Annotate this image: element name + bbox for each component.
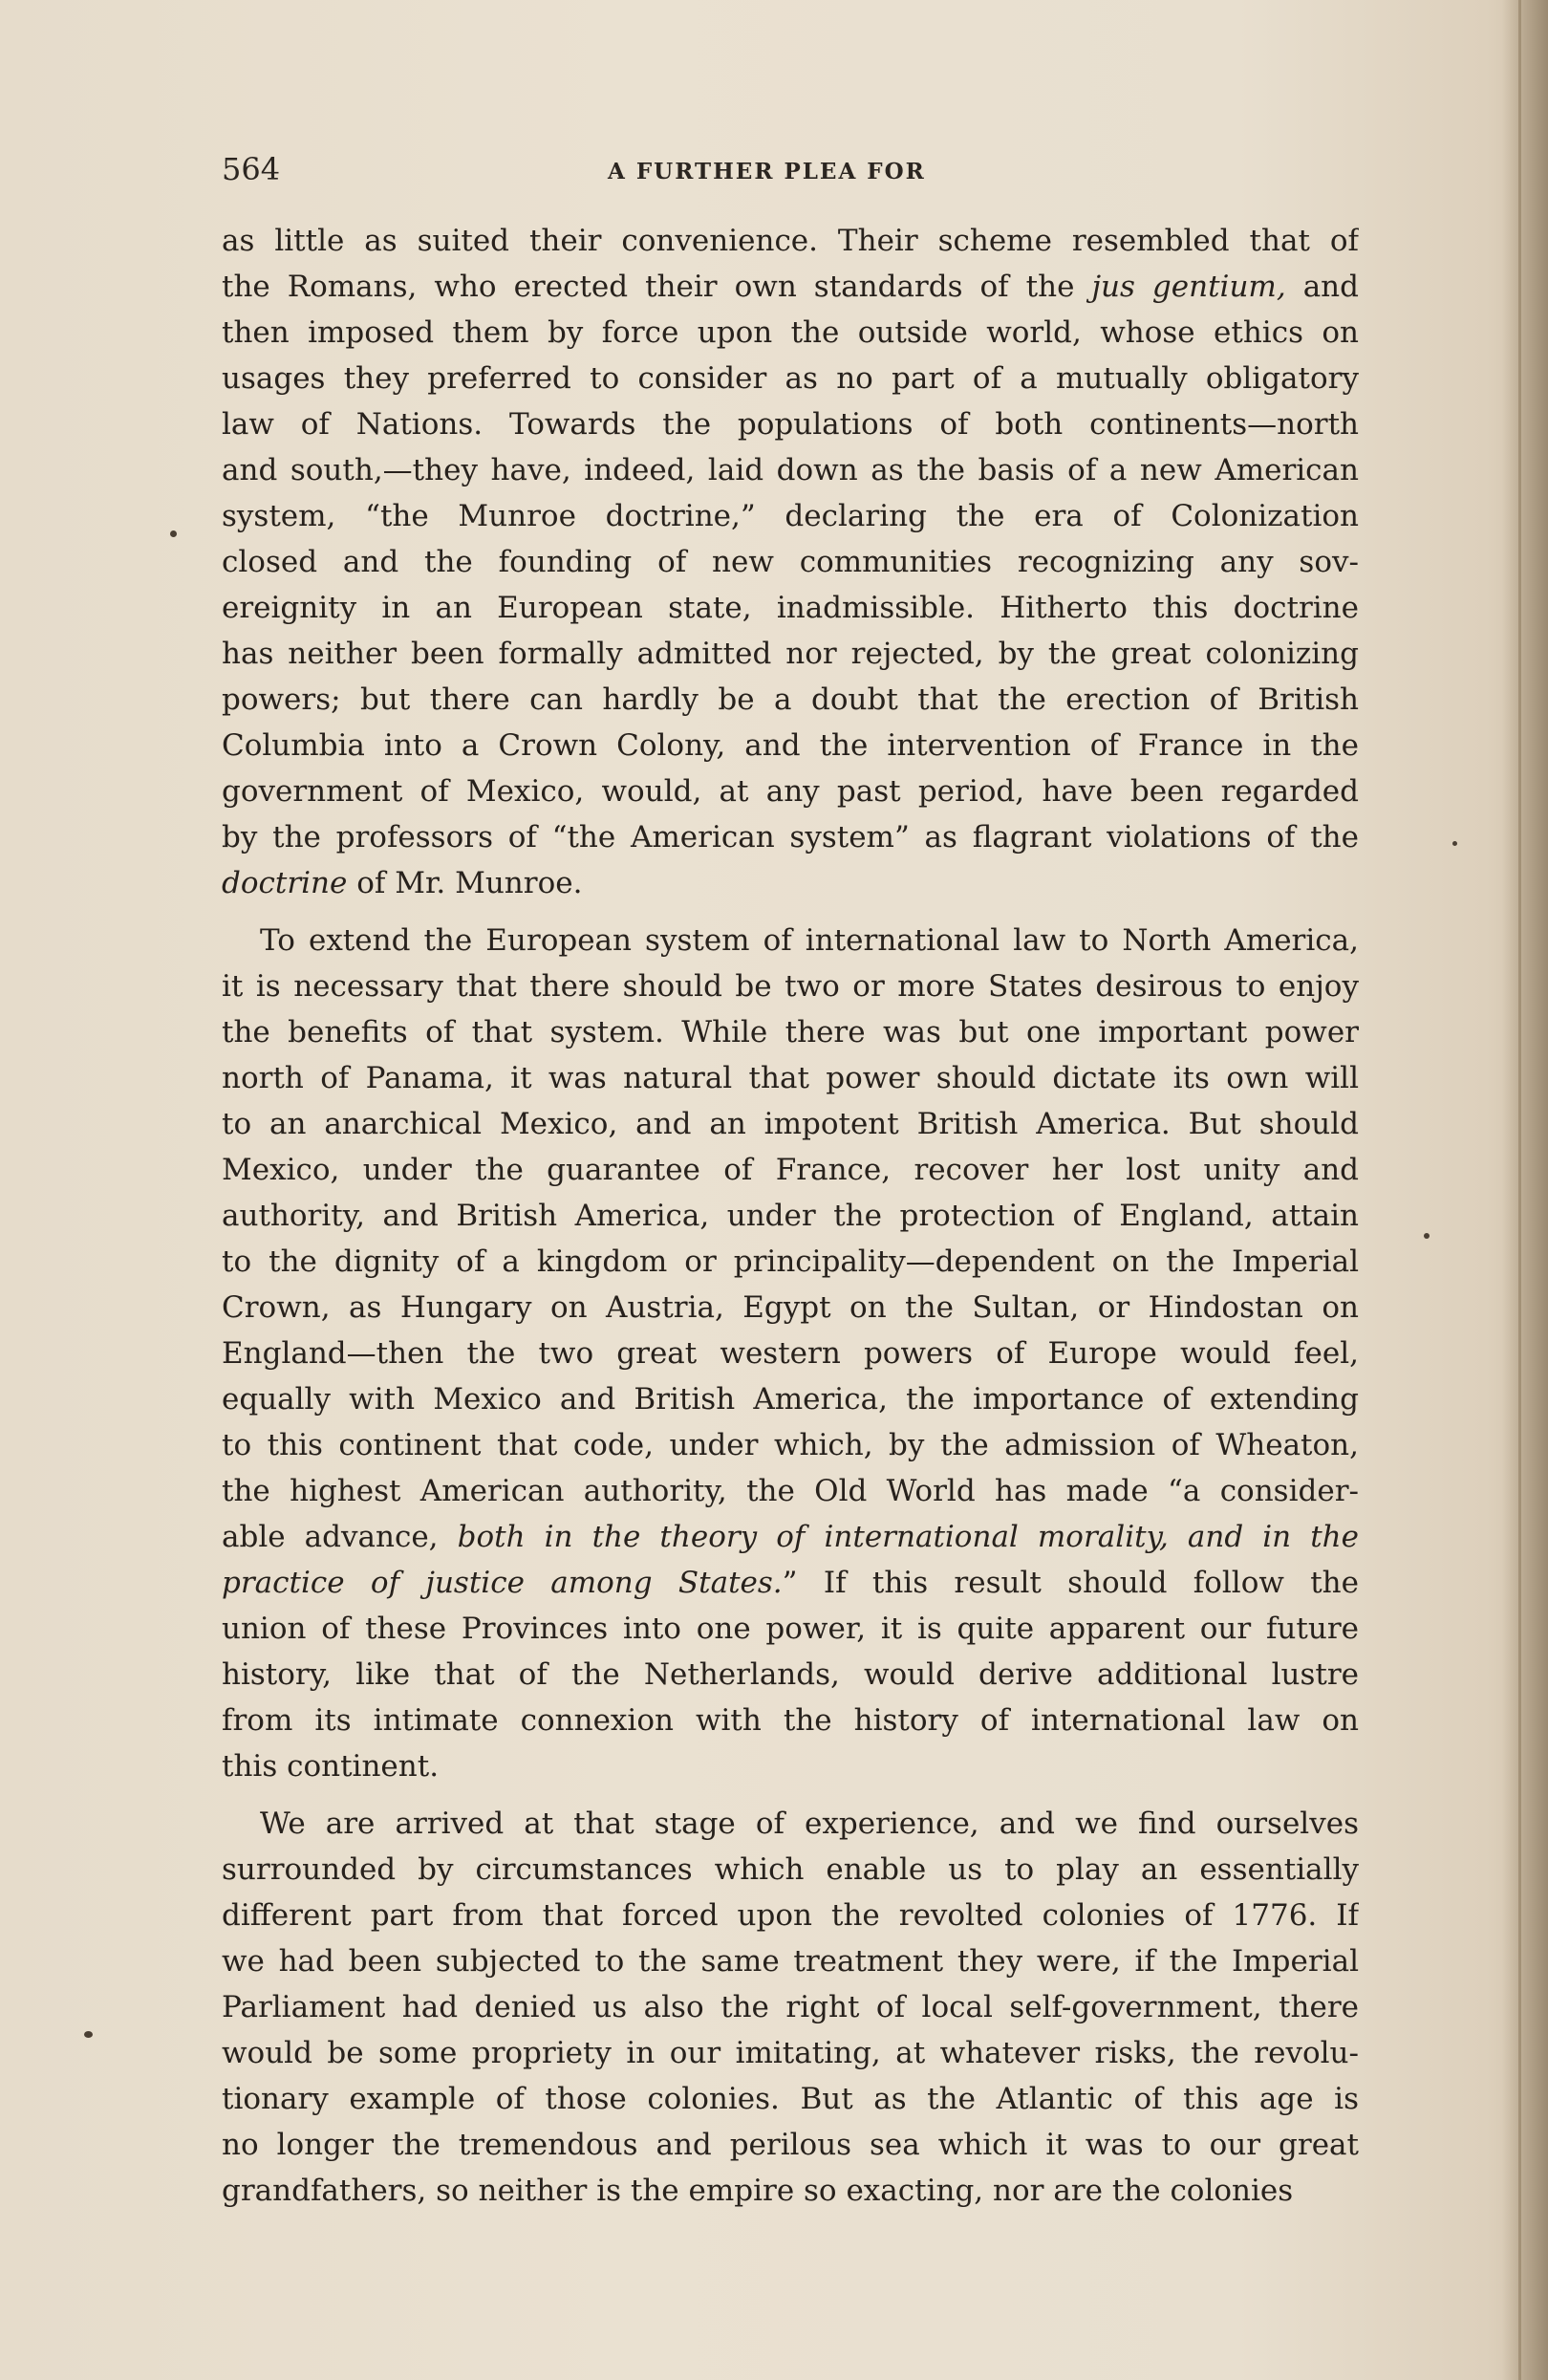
text-segment: To extend the European system of international law to North America,: [260, 923, 1359, 958]
text-line: [222, 1652, 1359, 1698]
text-line: [222, 310, 1359, 356]
text-line: [222, 1847, 1359, 1893]
text-segment: and: [1285, 270, 1359, 304]
text-segment: Columbia into a Crown Colony, and the intervention of France in the: [222, 728, 1359, 763]
text-segment: closed and the founding of new communities recognizing any sov-: [222, 545, 1359, 579]
text-segment: able advance,: [222, 1520, 458, 1554]
page-header: [222, 151, 1359, 199]
text-segment: equally with Mexico and British America, the importance of extending: [222, 1382, 1359, 1417]
text-segment: powers; but there can hardly be a doubt that the erection of British: [222, 682, 1359, 717]
text-segment: law of Nations. Towards the populations of both continents—north: [222, 407, 1359, 442]
text-line: [222, 1101, 1359, 1147]
text-line: [222, 1009, 1359, 1055]
text-line: [222, 356, 1359, 401]
text-segment: then imposed them by force upon the outside world, whose ethics on: [222, 315, 1359, 350]
text-line: [222, 1893, 1359, 1938]
text-line: [222, 1984, 1359, 2030]
text-segment: to an anarchical Mexico, and an impotent British America. But should: [222, 1107, 1359, 1141]
text-line: [222, 1560, 1359, 1606]
text-segment: England—then the two great western powers of Europe would feel,: [222, 1336, 1359, 1371]
text-line: [222, 1193, 1359, 1239]
paragraph: [222, 1801, 1359, 2214]
text-line: [222, 1938, 1359, 1984]
text-segment: to this continent that code, under which, by the admission of Wheaton,: [222, 1428, 1359, 1462]
text-line: [222, 1514, 1359, 1560]
paper-speck: [170, 530, 177, 537]
page-binding-shadow: [1502, 0, 1548, 2380]
text-line: [222, 585, 1359, 631]
body-text: [222, 218, 1359, 2214]
text-segment: as little as suited their convenience. Their scheme resembled that of: [222, 224, 1359, 258]
text-line: [222, 814, 1359, 860]
text-segment: ereignity in an European state, inadmissible. Hitherto this doctrine: [222, 591, 1359, 625]
text-line: [222, 631, 1359, 677]
page-edge-line: [1518, 0, 1521, 2380]
text-segment: tionary example of those colonies. But as the Atlantic of this age is: [222, 2082, 1359, 2116]
paragraph-gap: [222, 906, 1359, 918]
text-line: [222, 2168, 1359, 2214]
text-segment: union of these Provinces into one power, it is quite apparent our future: [222, 1612, 1359, 1646]
text-segment: this continent.: [222, 1749, 440, 1784]
paragraph: [222, 918, 1359, 1789]
text-line: [222, 401, 1359, 447]
text-line: [222, 1376, 1359, 1422]
text-line: [222, 1468, 1359, 1514]
text-line: [222, 1239, 1359, 1285]
text-segment: would be some propriety in our imitating, at whatever risks, the revolu-: [222, 2036, 1359, 2070]
text-segment: We are arrived at that stage of experience, and we find ourselves: [260, 1807, 1359, 1841]
text-line: [222, 1743, 1359, 1789]
text-segment: north of Panama, it was natural that power should dictate its own will: [222, 1061, 1359, 1095]
text-segment: the Romans, who erected their own standards of the: [222, 270, 1092, 304]
text-line: [222, 963, 1359, 1009]
text-segment: authority, and British America, under the protection of England, attain: [222, 1199, 1359, 1233]
paper-speck: [84, 2031, 93, 2038]
text-line: [222, 1801, 1359, 1847]
text-segment: history, like that of the Netherlands, would derive additional lustre: [222, 1657, 1359, 1692]
text-line: [222, 1285, 1359, 1331]
text-line: [222, 493, 1359, 539]
text-line: [222, 1422, 1359, 1468]
text-segment: ” If this result should follow the: [782, 1566, 1359, 1600]
text-segment: system, “the Munroe doctrine,” declaring the era of Colonization: [222, 499, 1359, 533]
text-segment: by the professors of “the American system” as flagrant violations of the: [222, 820, 1359, 855]
text-segment: different part from that forced upon the revolted colonies of 1776. If: [222, 1898, 1359, 1933]
text-segment: and south,—they have, indeed, laid down as the basis of a new American: [222, 453, 1359, 487]
text-line: [222, 539, 1359, 585]
text-segment: government of Mexico, would, at any past period, have been regarded: [222, 774, 1359, 809]
text-line: [222, 2076, 1359, 2122]
text-line: [222, 860, 1359, 906]
text-line: [222, 918, 1359, 963]
text-line: [222, 218, 1359, 264]
text-segment: has neither been formally admitted nor rejected, by the great colonizing: [222, 637, 1359, 671]
text-line: [222, 447, 1359, 493]
running-head: A FURTHER PLEA FOR: [608, 159, 926, 184]
page-number: 564: [222, 151, 281, 187]
text-line: [222, 768, 1359, 814]
italic-text-segment: jus gentium,: [1091, 270, 1286, 304]
text-segment: it is necessary that there should be two or more States desirous to enjoy: [222, 969, 1359, 1004]
text-segment: grandfathers, so neither is the empire so exacting, nor are the colonies: [222, 2174, 1294, 2208]
text-line: [222, 264, 1359, 310]
paragraph: [222, 218, 1359, 906]
text-line: [222, 1698, 1359, 1743]
text-line: [222, 677, 1359, 723]
text-segment: of Mr. Munroe.: [347, 866, 583, 900]
text-segment: usages they preferred to consider as no part of a mutually obligatory: [222, 361, 1359, 396]
text-segment: the highest American authority, the Old World has made “a consider-: [222, 1474, 1359, 1508]
italic-text-segment: both in the theory of international morality, and in the: [457, 1520, 1359, 1554]
text-segment: no longer the tremendous and perilous sea which it was to our great: [222, 2128, 1359, 2162]
text-line: [222, 1606, 1359, 1652]
text-line: [222, 1331, 1359, 1376]
text-line: [222, 723, 1359, 768]
text-segment: to the dignity of a kingdom or principality—dependent on the Imperial: [222, 1244, 1359, 1279]
italic-text-segment: doctrine: [222, 866, 348, 900]
text-segment: Parliament had denied us also the right of local self-government, there: [222, 1990, 1359, 2024]
text-line: [222, 1055, 1359, 1101]
paragraph-gap: [222, 1789, 1359, 1801]
text-line: [222, 2030, 1359, 2076]
text-segment: Crown, as Hungary on Austria, Egypt on the Sultan, or Hindostan on: [222, 1290, 1359, 1325]
paper-speck: [1424, 1233, 1430, 1239]
text-segment: Mexico, under the guarantee of France, recover her lost unity and: [222, 1153, 1359, 1187]
text-segment: surrounded by circumstances which enable us to play an essentially: [222, 1852, 1359, 1887]
text-segment: from its intimate connexion with the history of international law on: [222, 1703, 1359, 1738]
text-line: [222, 1147, 1359, 1193]
text-segment: the benefits of that system. While there was but one important power: [222, 1015, 1359, 1049]
text-segment: we had been subjected to the same treatment they were, if the Imperial: [222, 1944, 1359, 1979]
text-line: [222, 2122, 1359, 2168]
paper-speck: [1452, 841, 1457, 846]
italic-text-segment: practice of justice among States.: [222, 1566, 783, 1600]
